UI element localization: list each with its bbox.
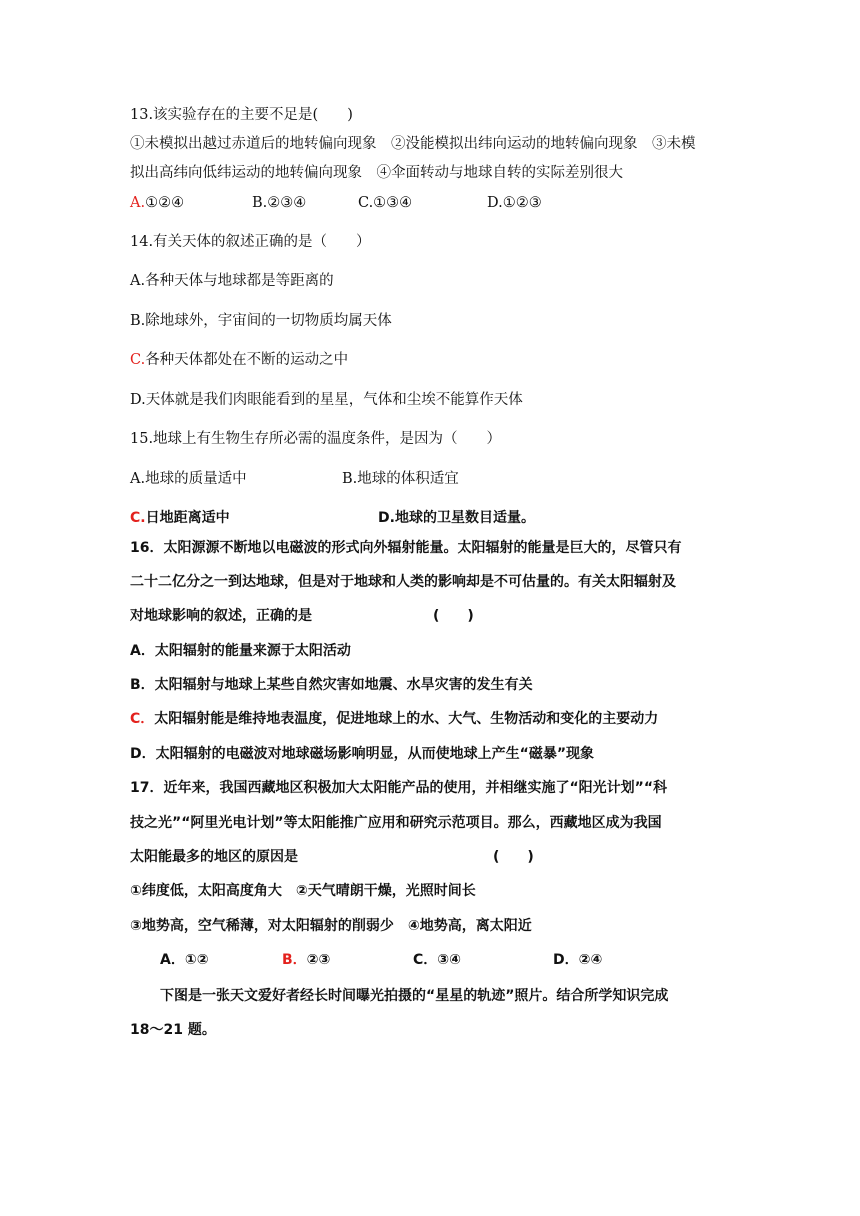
q13-option-c: C.①③④ <box>358 195 413 211</box>
q13-option-a-letter: A. <box>130 195 146 211</box>
q15-option-a: A.地球的质量适中 <box>130 471 247 487</box>
q13-option-a-text: ①②④ <box>145 195 185 211</box>
q15-option-b: B.地球的体积适宜 <box>342 471 459 487</box>
q17-option-d: D．②④ <box>553 952 603 968</box>
q16-option-c-letter: C． <box>130 711 155 727</box>
q16-option-c <box>130 709 658 729</box>
intro-line2: 18～21 题。 <box>130 1022 216 1038</box>
q17-option-b <box>282 950 330 970</box>
q14-option-b: B.除地球外，宇宙间的一切物质均属天体 <box>130 313 392 329</box>
q15-stem: 15.地球上有生物生存所必需的温度条件，是因为（ ） <box>130 431 502 447</box>
q13-stem: 13.该实验存在的主要不足是( ) <box>130 107 353 123</box>
q17-option-b-letter: B． <box>282 952 307 968</box>
q13-statement-line2: 拟出高纬向低纬运动的地转偏向现象 ④伞面转动与地球自转的实际差别很大 <box>130 165 623 181</box>
q17-stem-line2: 技之光”“阿里光电计划”等太阳能推广应用和研究示范项目。那么，西藏地区成为我国 <box>130 815 662 831</box>
q13-option-d: D.①②③ <box>487 195 542 211</box>
q13-option-a <box>130 193 184 213</box>
q15-option-d: D.地球的卫星数目适量。 <box>378 510 535 526</box>
q15-option-c <box>130 508 230 528</box>
q17-option-a: A．①② <box>160 952 209 968</box>
q16-answer-paren: ( ) <box>433 608 474 624</box>
q17-stem-line3-text: 太阳能最多的地区的原因是 <box>130 849 298 865</box>
q13-option-b: B.②③④ <box>252 195 307 211</box>
intro-line1: 下图是一张天文爱好者经长时间曝光拍摄的“星星的轨迹”照片。结合所学知识完成 <box>160 988 669 1004</box>
q14-stem: 14.有关天体的叙述正确的是（ ） <box>130 234 371 250</box>
q17-item-line2: ③地势高，空气稀薄，对太阳辐射的削弱少 ④地势高，离太阳近 <box>130 918 532 934</box>
q17-option-b-text: ②③ <box>306 952 331 968</box>
q14-option-c-letter: C. <box>130 352 146 368</box>
q16-option-d: D．太阳辐射的电磁波对地球磁场影响明显，从而使地球上产生“磁暴”现象 <box>130 746 595 762</box>
q16-stem-line2: 二十二亿分之一到达地球，但是对于地球和人类的影响却是不可估量的。有关太阳辐射及 <box>130 574 676 590</box>
q16-option-b: B．太阳辐射与地球上某些自然灾害如地震、水旱灾害的发生有关 <box>130 677 533 693</box>
q16-stem-line3-text: 对地球影响的叙述，正确的是 <box>130 608 312 624</box>
q15-option-c-text: 日地距离适中 <box>145 510 230 526</box>
q17-item-line1: ①纬度低，太阳高度角大 ②天气晴朗干燥，光照时间长 <box>130 883 476 899</box>
q13-statement-line1: ①未模拟出越过赤道后的地转偏向现象 ②没能模拟出纬向运动的地转偏向现象 ③未模 <box>130 136 696 152</box>
q14-option-a: A.各种天体与地球都是等距离的 <box>130 273 334 289</box>
q17-answer-paren: ( ) <box>493 849 534 865</box>
q14-option-c-text: 各种天体都处在不断的运动之中 <box>145 352 349 368</box>
q14-option-d: D.天体就是我们肉眼能看到的星星，气体和尘埃不能算作天体 <box>130 392 523 408</box>
q16-stem-line1: 16．太阳源源不断地以电磁波的形式向外辐射能量。太阳辐射的能量是巨大的，尽管只有 <box>130 540 682 556</box>
q16-option-a: A．太阳辐射的能量来源于太阳活动 <box>130 643 351 659</box>
q15-option-c-letter: C. <box>130 510 146 526</box>
q14-option-c <box>130 350 348 370</box>
q16-option-c-text: 太阳辐射能是维持地表温度，促进地球上的水、大气、生物活动和变化的主要动力 <box>154 711 659 727</box>
q17-option-c: C．③④ <box>413 952 461 968</box>
q17-stem-line1: 17．近年来，我国西藏地区积极加大太阳能产品的使用，并相继实施了“阳光计划”“科 <box>130 780 668 796</box>
